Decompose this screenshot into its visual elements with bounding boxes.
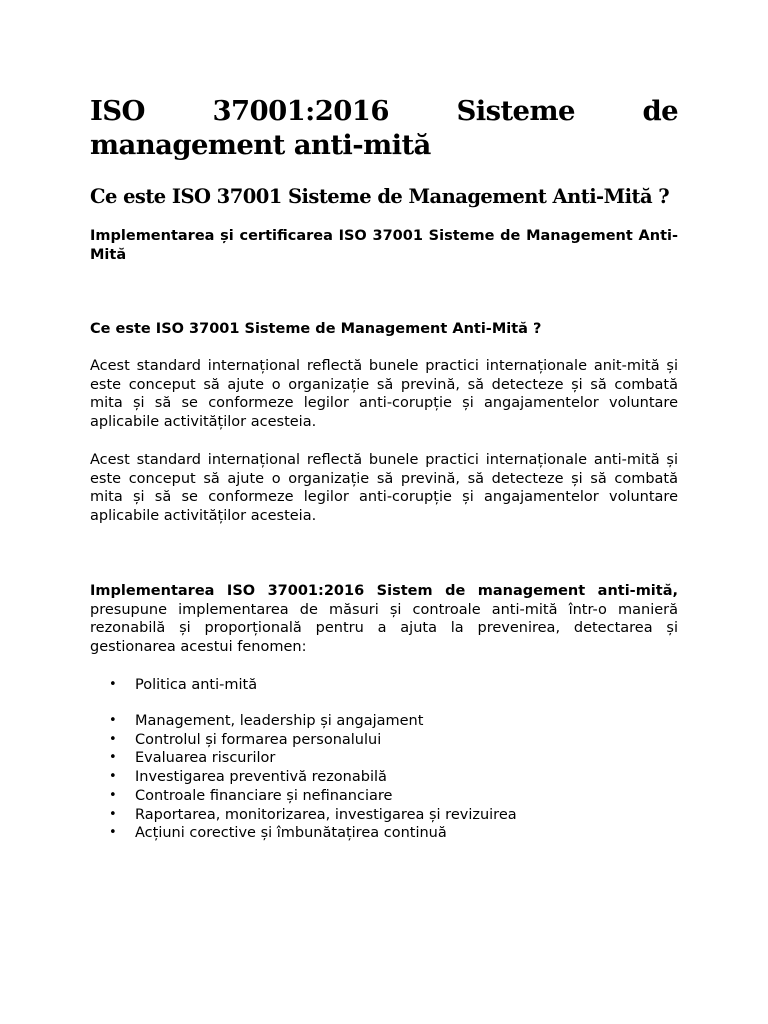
list-item-label: Controale financiare și nefinanciare (135, 787, 393, 804)
bullet-icon: • (109, 825, 117, 841)
list-item (90, 712, 678, 731)
list-item (90, 749, 678, 768)
paragraph-3 (90, 582, 678, 657)
document-title: ISO 37001:2016 Sisteme de management anti-mită (90, 95, 678, 161)
bullet-icon: • (109, 750, 117, 766)
list-item-label: Management, leadership și angajament (135, 713, 424, 729)
document-subtitle: Ce este ISO 37001 Sisteme de Management Anti-Mită ? (90, 185, 670, 208)
paragraph-1: Acest standard internațional reflectă bunele practici internaționale anit-mită și este conceput să ajute o organizație să prevină, să detecteze și să combată mita și să se conformeze legilor anti-corupție și angajamentelor voluntare aplicabile activităților acesteia. (90, 358, 678, 431)
bullet-icon: • (109, 731, 117, 747)
bullet-icon: • (109, 769, 117, 785)
paragraph-3-bold-lead: Implementarea ISO 37001:2016 Sistem de management anti-mită, (90, 583, 678, 599)
list-item-label: Investigarea preventivă rezonabilă (135, 769, 387, 786)
bullet-icon: • (109, 677, 117, 692)
bullet-list-1 (90, 676, 678, 695)
list-item (90, 768, 678, 787)
implementation-heading: Implementarea și certificarea ISO 37001 Sisteme de Management Anti-Mită (90, 228, 678, 263)
list-item-label: Raportarea, monitorizarea, investigarea și revizuirea (135, 806, 517, 823)
list-item (90, 806, 678, 825)
bullet-icon: • (109, 713, 117, 728)
list-item (90, 731, 678, 750)
list-item-label: Controlul și formarea personalului (135, 731, 382, 748)
bullet-list-2 (90, 712, 678, 843)
list-item (90, 787, 678, 806)
bullet-icon: • (109, 787, 117, 803)
list-item (90, 676, 678, 695)
paragraph-2: Acest standard internațional reflectă bunele practici internaționale anti-mită și este conceput să ajute o organizație să prevină, să detecteze și să combată mita și să se conformeze legilor anti-corupție și angajamentelor voluntare aplicabile activităților acesteia. (90, 452, 678, 525)
list-item-label: Evaluarea riscurilor (135, 750, 276, 767)
bullet-icon: • (109, 806, 117, 822)
section-heading: Ce este ISO 37001 Sisteme de Management Anti-Mită ? (90, 321, 542, 337)
paragraph-3-text: presupune implementarea de măsuri și controale anti-mită într-o manieră rezonabilă și proporțională pentru a ajuta la prevenirea, detectarea și gestionarea acestui fenomen: (90, 601, 678, 656)
list-item (90, 824, 678, 843)
list-item-label: Acțiuni corective și îmbunătațirea continuă (135, 825, 447, 842)
list-item-label: Politica anti-mită (135, 677, 258, 693)
